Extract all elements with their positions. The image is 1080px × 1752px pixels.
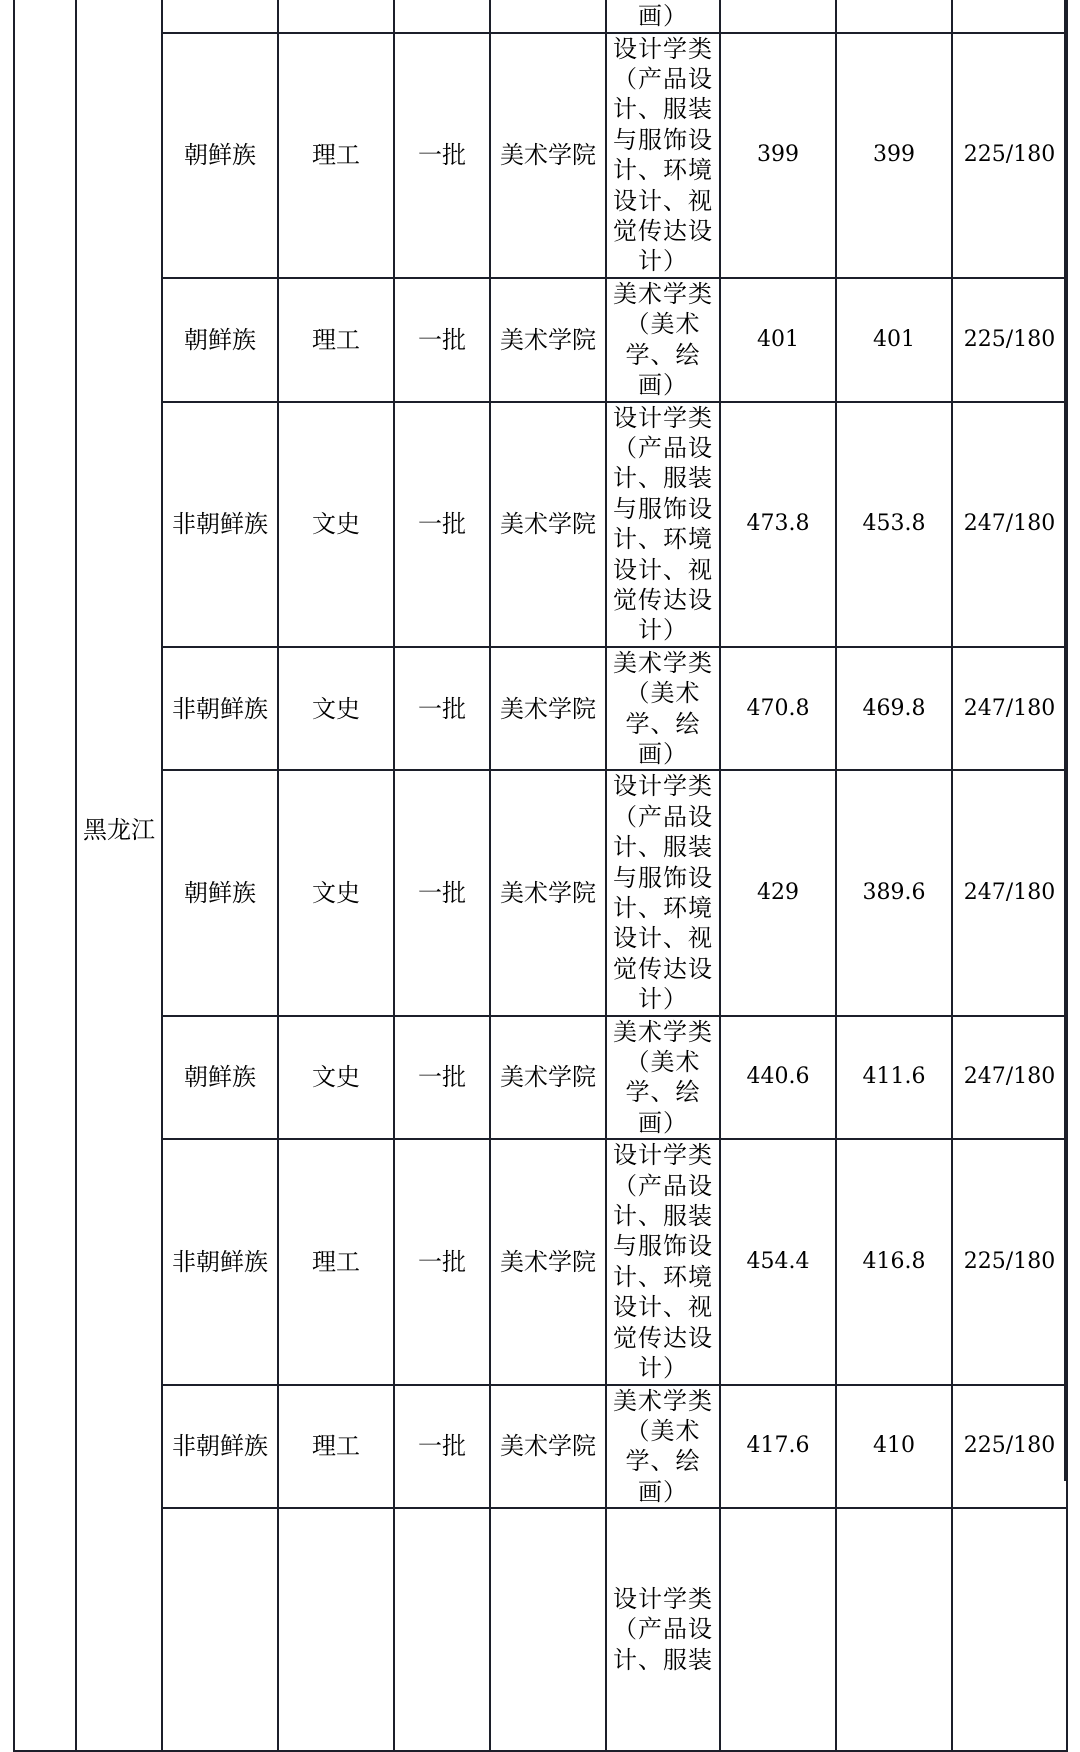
ethnicity-cell: 非朝鲜族 xyxy=(162,1385,278,1509)
major-cell: 美术学类（美术学、绘画） xyxy=(606,1016,720,1140)
control-line-cell: 247/180 xyxy=(952,402,1067,647)
score-b-cell: 469.8 xyxy=(836,647,952,771)
major-cell: 设计学类（产品设计、服装与服饰设计、环境设计、视觉传达设计） xyxy=(606,33,720,278)
table-row xyxy=(14,278,1067,402)
college-cell: 美术学院 xyxy=(490,33,606,278)
score-b-cell xyxy=(836,0,952,33)
major-cell: 美术学类（美术学、绘画） xyxy=(606,647,720,771)
batch-cell: 一批 xyxy=(394,402,490,647)
major-cell: 设计学类（产品设计、服装与服饰设计、环境设计、视觉传达设计） xyxy=(606,1139,720,1384)
score-b-cell: 401 xyxy=(836,278,952,402)
score-a-cell: 470.8 xyxy=(720,647,836,771)
score-a-cell xyxy=(720,0,836,33)
category-cell: 文史 xyxy=(278,402,394,647)
ethnicity-cell: 朝鲜族 xyxy=(162,278,278,402)
ethnicity-cell: 非朝鲜族 xyxy=(162,647,278,771)
score-a-cell: 401 xyxy=(720,278,836,402)
category-cell: 文史 xyxy=(278,1016,394,1140)
score-a-cell: 440.6 xyxy=(720,1016,836,1140)
college-cell: 美术学院 xyxy=(490,278,606,402)
major-cell: 设计学类（产品设计、服装 xyxy=(606,1508,720,1751)
batch-cell xyxy=(394,0,490,33)
batch-cell: 一批 xyxy=(394,1139,490,1384)
province-cell: 黑龙江 xyxy=(76,0,162,1751)
score-b-cell: 411.6 xyxy=(836,1016,952,1140)
college-cell: 美术学院 xyxy=(490,1139,606,1384)
ethnicity-cell xyxy=(162,1508,278,1751)
control-line-cell: 247/180 xyxy=(952,770,1067,1015)
ethnicity-cell: 朝鲜族 xyxy=(162,1016,278,1140)
ethnicity-cell: 朝鲜族 xyxy=(162,770,278,1015)
category-cell: 理工 xyxy=(278,278,394,402)
control-line-cell xyxy=(952,0,1067,33)
batch-cell: 一批 xyxy=(394,33,490,278)
score-a-cell xyxy=(720,1508,836,1751)
table-row xyxy=(14,0,1067,33)
blank-column-cell xyxy=(14,0,76,1751)
batch-cell: 一批 xyxy=(394,278,490,402)
ethnicity-cell: 朝鲜族 xyxy=(162,33,278,278)
table-row xyxy=(14,402,1067,647)
table-row xyxy=(14,1508,1067,1751)
category-cell: 理工 xyxy=(278,1385,394,1509)
major-cell: 设计学类（产品设计、服装与服饰设计、环境设计、视觉传达设计） xyxy=(606,770,720,1015)
control-line-cell: 247/180 xyxy=(952,1016,1067,1140)
score-a-cell: 417.6 xyxy=(720,1385,836,1509)
category-cell: 理工 xyxy=(278,33,394,278)
score-b-cell: 389.6 xyxy=(836,770,952,1015)
control-line-cell: 225/180 xyxy=(952,278,1067,402)
college-cell: 美术学院 xyxy=(490,770,606,1015)
college-cell: 美术学院 xyxy=(490,1016,606,1140)
ethnicity-cell xyxy=(162,0,278,33)
score-b-cell xyxy=(836,1508,952,1751)
control-line-cell xyxy=(952,1508,1067,1751)
batch-cell xyxy=(394,1508,490,1751)
batch-cell: 一批 xyxy=(394,1016,490,1140)
category-cell xyxy=(278,1508,394,1751)
table-row xyxy=(14,1016,1067,1140)
batch-cell: 一批 xyxy=(394,1385,490,1509)
table-right-edge xyxy=(1064,0,1066,1481)
control-line-cell: 247/180 xyxy=(952,647,1067,771)
major-cell: 设计学类（产品设计、服装与服饰设计、环境设计、视觉传达设计） xyxy=(606,402,720,647)
major-cell: 美术学类（美术学、绘画） xyxy=(606,278,720,402)
college-cell: 美术学院 xyxy=(490,647,606,771)
table-row xyxy=(14,1139,1067,1384)
score-a-cell: 473.8 xyxy=(720,402,836,647)
score-b-cell: 416.8 xyxy=(836,1139,952,1384)
table-row xyxy=(14,33,1067,278)
ethnicity-cell: 非朝鲜族 xyxy=(162,402,278,647)
category-cell xyxy=(278,0,394,33)
college-cell xyxy=(490,0,606,33)
college-cell: 美术学院 xyxy=(490,402,606,647)
score-a-cell: 454.4 xyxy=(720,1139,836,1384)
score-a-cell: 399 xyxy=(720,33,836,278)
college-cell: 美术学院 xyxy=(490,1385,606,1509)
batch-cell: 一批 xyxy=(394,647,490,771)
control-line-cell: 225/180 xyxy=(952,33,1067,278)
admission-score-table xyxy=(13,0,1068,1752)
major-cell: 美术学类（美术学、绘画） xyxy=(606,1385,720,1509)
batch-cell: 一批 xyxy=(394,770,490,1015)
category-cell: 文史 xyxy=(278,770,394,1015)
score-b-cell: 453.8 xyxy=(836,402,952,647)
score-b-cell: 399 xyxy=(836,33,952,278)
category-cell: 文史 xyxy=(278,647,394,771)
category-cell: 理工 xyxy=(278,1139,394,1384)
table-row xyxy=(14,770,1067,1015)
college-cell xyxy=(490,1508,606,1751)
ethnicity-cell: 非朝鲜族 xyxy=(162,1139,278,1384)
control-line-cell: 225/180 xyxy=(952,1385,1067,1509)
table-row xyxy=(14,647,1067,771)
control-line-cell: 225/180 xyxy=(952,1139,1067,1384)
major-cell: 画） xyxy=(606,0,720,33)
score-a-cell: 429 xyxy=(720,770,836,1015)
table-row xyxy=(14,1385,1067,1509)
score-b-cell: 410 xyxy=(836,1385,952,1509)
